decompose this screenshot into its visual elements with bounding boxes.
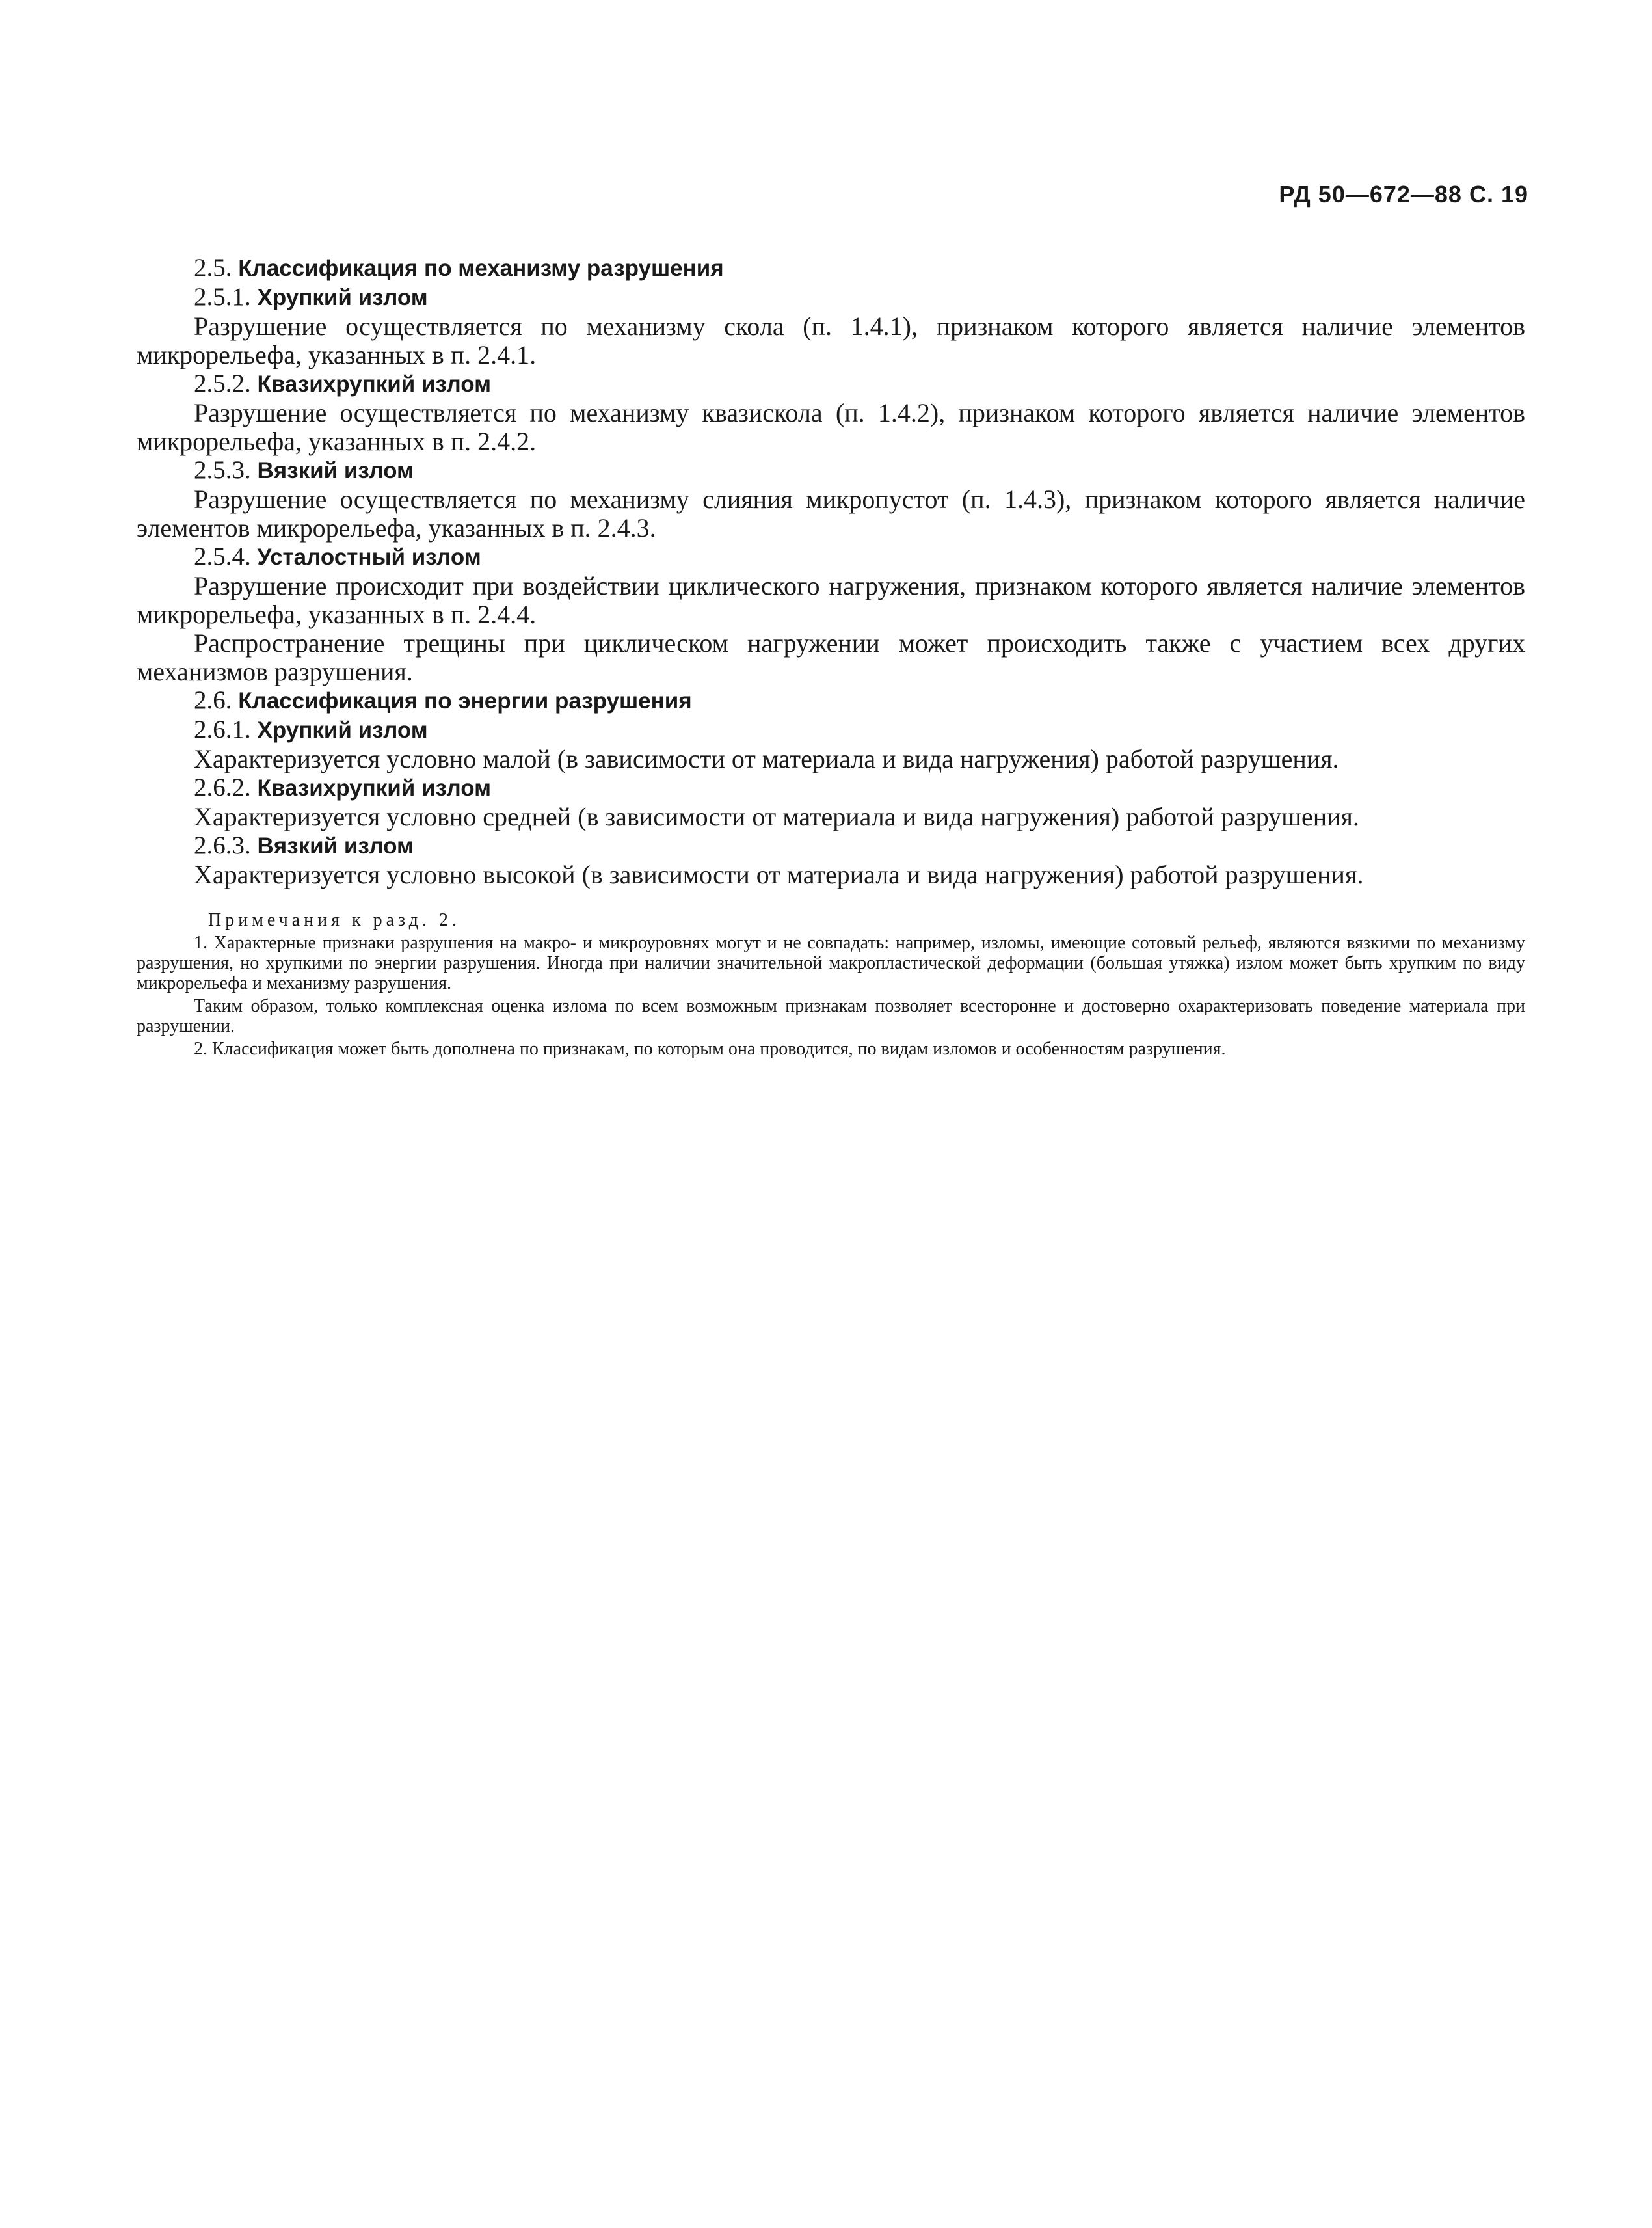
section-heading xyxy=(137,831,1525,861)
section-number: 2.6.1. xyxy=(194,716,251,744)
section-title: Классификация по механизму разрушения xyxy=(238,256,724,281)
section-number: 2.5.3. xyxy=(194,456,251,484)
section-title: Классификация по энергии разрушения xyxy=(238,688,692,714)
document-body xyxy=(137,254,1525,1062)
notes-title: Примечания к разд. 2. xyxy=(208,910,460,930)
section-heading xyxy=(137,543,1525,572)
paragraph: Разрушение осуществляется по механизму скола (п. 1.4.1), признаком которого является наличие элементов микрорельефа, указанных в п. 2.4.1. xyxy=(137,312,1525,369)
note-paragraph: 2. Классификация может быть дополнена по признакам, по которым она проводится, по видам изломов и особенностям разрушения. xyxy=(194,1039,1226,1059)
paragraph: Разрушение осуществляется по механизму слияния микропустот (п. 1.4.3), признаком которого является наличие элементов микрорельефа, указанных в п. 2.4.3. xyxy=(137,485,1525,543)
note-paragraph: 1. Характерные признаки разрушения на макро- и микроуровнях могут и не совпадать: например, изломы, имеющие сотовый рельеф, являются вязкими по механизму разрушения, но хрупкими по энергии разрушения. Иногда при наличии значительной макропластической деформации (большая утяжка) излом может быть хрупким по виду микрорельефа и механизму разрушения. xyxy=(137,933,1525,993)
section-number: 2.5.1. xyxy=(194,283,251,311)
section-number: 2.6. xyxy=(194,686,232,714)
section-heading xyxy=(137,716,1525,745)
section-title: Квазихрупкий излом xyxy=(257,775,492,801)
note-paragraph: Таким образом, только комплексная оценка излома по всем возможным признакам позволяет всесторонне и достоверно охарактеризовать поведение материала при разрушении. xyxy=(137,996,1525,1036)
section-title: Хрупкий излом xyxy=(257,285,428,310)
paragraph: Характеризуется условно средней (в зависимости от материала и вида нагружения) работой разрушения. xyxy=(194,802,1359,831)
section-heading xyxy=(137,773,1525,803)
section-heading xyxy=(137,369,1525,399)
section-title: Усталостный излом xyxy=(257,544,481,570)
section-number: 2.5. xyxy=(194,254,232,282)
section-heading xyxy=(137,254,1525,283)
section-heading xyxy=(137,686,1525,716)
paragraph: Разрушение осуществляется по механизму квазискола (п. 1.4.2), признаком которого является наличие элементов микрорельефа, указанных в п. 2.4.2. xyxy=(137,398,1525,456)
section-title: Хрупкий излом xyxy=(257,718,428,743)
page-header: РД 50—672—88 С. 19 xyxy=(1279,181,1528,208)
section-title: Вязкий излом xyxy=(257,833,414,859)
section-heading xyxy=(137,456,1525,485)
section-number: 2.5.2. xyxy=(194,369,251,397)
section-title: Квазихрупкий излом xyxy=(257,371,492,397)
paragraph: Характеризуется условно высокой (в зависимости от материала и вида нагружения) работой разрушения. xyxy=(194,860,1364,889)
section-title: Вязкий излом xyxy=(257,458,414,483)
section-number: 2.5.4. xyxy=(194,543,251,570)
section-number: 2.6.2. xyxy=(194,773,251,801)
paragraph: Характеризуется условно малой (в зависимости от материала и вида нагружения) работой разрушения. xyxy=(194,744,1339,773)
paragraph: Распространение трещины при циклическом нагружении может происходить также с участием всех других механизмов разрушения. xyxy=(137,628,1525,686)
notes-section xyxy=(137,910,1525,1059)
section-number: 2.6.3. xyxy=(194,831,251,859)
paragraph: Разрушение происходит при воздействии циклического нагружения, признаком которого является наличие элементов микрорельефа, указанных в п. 2.4.4. xyxy=(137,571,1525,629)
section-heading xyxy=(137,283,1525,312)
